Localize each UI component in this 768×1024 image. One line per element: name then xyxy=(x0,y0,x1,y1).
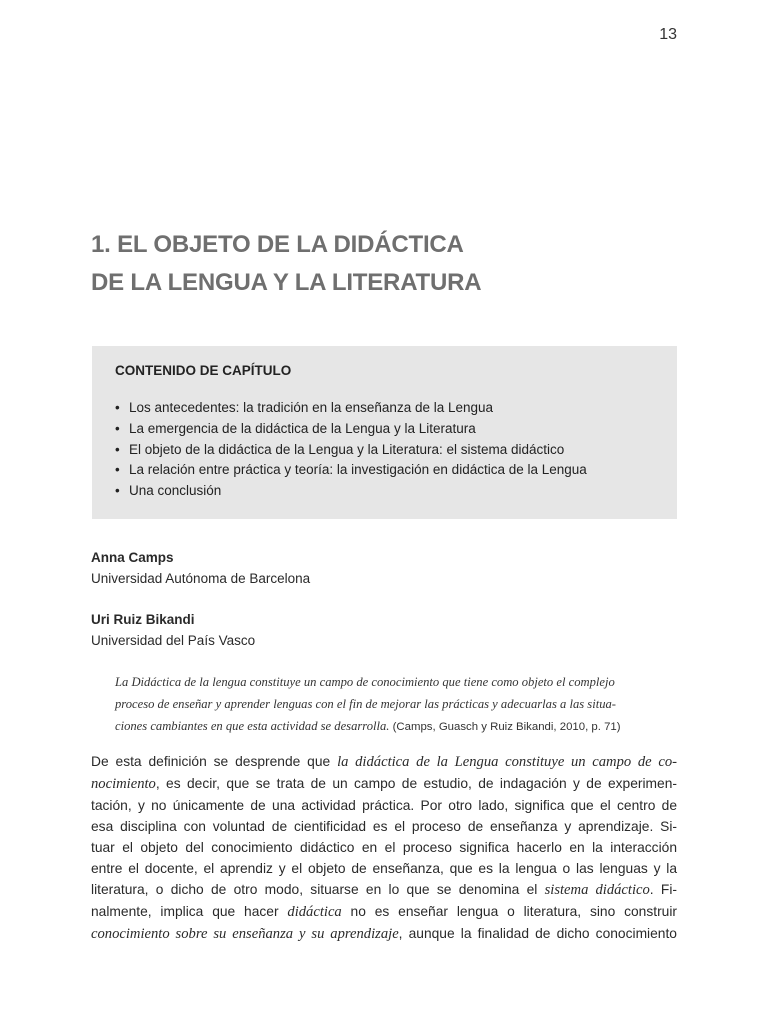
epigraph-line xyxy=(115,694,677,716)
body-paragraph xyxy=(91,751,677,945)
body-line: esa disciplina con voluntad de cientificidad es el proceso de enseñanza y aprendizaje. Si- xyxy=(91,819,677,834)
body-emphasis: sistema didáctico xyxy=(544,882,650,898)
body-text-run: . Fi- xyxy=(649,882,677,897)
body-line xyxy=(91,773,677,795)
body-text-run: no es enseñar lengua o literatura, sino construir xyxy=(341,904,678,919)
chapter-title-line-2: DE LA LENGUA Y LA LITERATURA xyxy=(91,269,482,296)
bullet-icon: • xyxy=(115,420,120,436)
contents-item-text: Una conclusión xyxy=(129,483,222,499)
author-name: Anna Camps xyxy=(91,550,174,565)
contents-item xyxy=(115,481,677,502)
contents-item-text: El objeto de la didáctica de la Lengua y la Literatura: el sistema didáctico xyxy=(129,441,565,457)
page-number: 13 xyxy=(659,26,677,43)
epigraph-line xyxy=(115,672,677,694)
epigraph-italic: La Didáctica de la lengua constituye un campo de conocimiento que tiene como objeto el complejo xyxy=(115,675,615,689)
epigraph-line xyxy=(115,716,677,738)
body-line: tuar el objeto del conocimiento didáctico en el proceso significa hacerlo en la interacción xyxy=(91,840,677,855)
contents-item xyxy=(115,460,677,481)
body-text-run: nalmente, implica que hacer xyxy=(91,904,288,919)
author-affiliation: Universidad Autónoma de Barcelona xyxy=(91,571,311,586)
epigraph-italic: ciones cambiantes en que esta actividad se desarrolla. xyxy=(115,719,390,733)
body-text-run: , es decir, que se trata de un campo de estudio, de indagación y de experimen- xyxy=(155,776,677,791)
author-affiliation: Universidad del País Vasco xyxy=(91,633,256,648)
contents-item xyxy=(115,419,677,440)
chapter-title-line-1: 1. EL OBJETO DE LA DIDÁCTICA xyxy=(91,231,464,258)
body-line xyxy=(91,751,677,773)
body-line: tación, y no únicamente de una actividad práctica. Por otro lado, significa que el centro de xyxy=(91,798,677,813)
contents-item xyxy=(115,440,677,461)
bullet-icon: • xyxy=(115,400,120,415)
contents-item-text: La emergencia de la didáctica de la Lengua y la Literatura xyxy=(129,420,476,436)
chapter-contents-box xyxy=(92,346,677,519)
body-line xyxy=(91,901,677,923)
epigraph-citation: (Camps, Guasch y Ruiz Bikandi, 2010, p. 71) xyxy=(389,721,621,733)
author-block xyxy=(91,547,310,589)
body-emphasis: conocimiento sobre su enseñanza y su aprendizaje xyxy=(91,926,399,942)
body-text-run: literatura, o dicho de otro modo, situarse en lo que se denomina el xyxy=(91,882,545,897)
epigraph-italic: proceso de enseñar y aprender lenguas con el fin de mejorar las prácticas y adecuarlas a las situa- xyxy=(115,697,616,711)
body-emphasis: nocimiento xyxy=(91,776,156,792)
contents-item-text: La relación entre práctica y teoría: la investigación en didáctica de la Lengua xyxy=(129,462,587,478)
bullet-icon: • xyxy=(115,462,120,478)
contents-heading: CONTENIDO DE CAPÍTULO xyxy=(115,363,292,378)
contents-item xyxy=(115,398,677,419)
bullet-icon: • xyxy=(115,483,120,499)
body-line xyxy=(91,923,677,945)
body-line xyxy=(91,879,677,901)
epigraph-quote xyxy=(115,672,677,738)
author-block xyxy=(91,609,255,651)
body-text-run: De esta definición se desprende que xyxy=(91,754,338,769)
bullet-icon: • xyxy=(115,441,120,457)
body-text-run: , aunque la finalidad de dicho conocimiento xyxy=(398,926,677,941)
contents-list xyxy=(115,398,677,502)
body-line: entre el docente, el aprendiz y el objeto de enseñanza, que es la lengua o las lenguas y la xyxy=(91,861,677,876)
author-name: Uri Ruiz Bikandi xyxy=(91,612,195,627)
contents-item-text: Los antecedentes: la tradición en la enseñanza de la Lengua xyxy=(129,400,494,415)
body-emphasis: la didáctica de la Lengua constituye un campo de co- xyxy=(337,754,677,770)
body-emphasis: didáctica xyxy=(287,904,342,920)
chapter-title xyxy=(91,226,691,302)
